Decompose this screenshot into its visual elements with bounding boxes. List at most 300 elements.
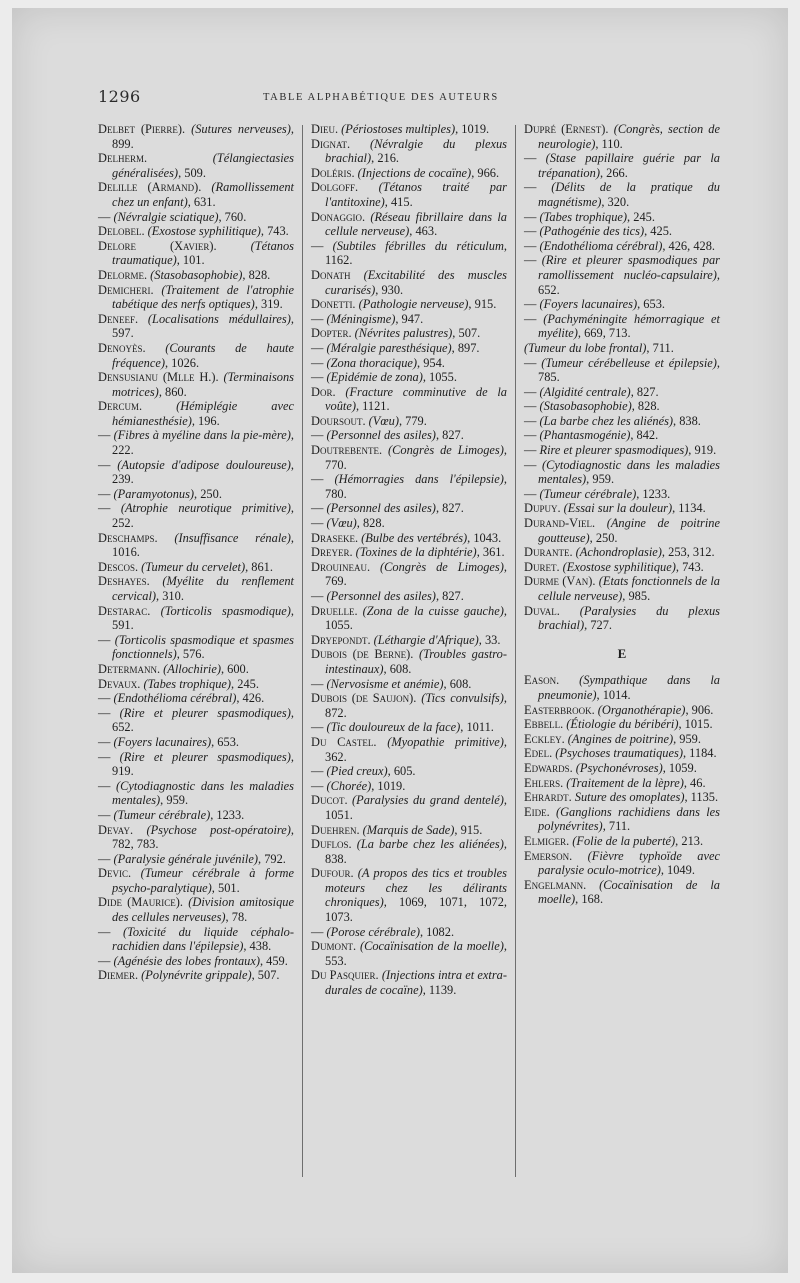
- author-name: Edel.: [524, 746, 553, 761]
- page-refs: , 1134.: [672, 501, 706, 516]
- author-name: Destarac.: [98, 603, 151, 618]
- index-entry: [98, 487, 294, 502]
- author-name: Doursout.: [311, 413, 366, 428]
- index-entry: [311, 239, 507, 268]
- author-name: —: [98, 734, 111, 749]
- page-refs: , 899.: [112, 122, 294, 151]
- author-name: Emerson.: [524, 848, 573, 863]
- author-name: —: [524, 355, 537, 370]
- page-refs: , 1082.: [419, 924, 455, 939]
- page-refs: , 1011.: [460, 720, 494, 735]
- author-name: Dupuy.: [524, 501, 561, 516]
- page-refs: , 507.: [452, 326, 481, 341]
- index-entry: [311, 531, 507, 546]
- author-name: —: [524, 224, 537, 239]
- page-refs: , 245.: [231, 676, 259, 691]
- page-refs: , 250.: [589, 530, 618, 545]
- author-name: —: [524, 311, 537, 326]
- author-name: Devaux.: [98, 676, 141, 691]
- index-entry: [524, 834, 720, 849]
- author-name: Duval.: [524, 603, 560, 618]
- page-refs: , 600.: [220, 661, 249, 676]
- work-title: (Zona thoracique): [326, 355, 418, 370]
- index-entry: [311, 735, 507, 764]
- author-name: Dopter.: [311, 326, 352, 341]
- work-title: (Torticolis spasmodique): [160, 603, 291, 618]
- page-refs: , 1135.: [684, 790, 719, 805]
- page-refs: , 828.: [631, 399, 660, 414]
- author-name: Dumont.: [311, 939, 357, 954]
- author-name: Eason.: [524, 673, 560, 688]
- author-name: —: [524, 413, 537, 428]
- index-entry: [98, 895, 294, 924]
- work-title: (Polynévrite grippale): [141, 968, 252, 983]
- index-entry: [524, 501, 720, 516]
- page-refs: , 1014.: [596, 687, 631, 702]
- work-title: (Tabes trophique): [143, 676, 232, 691]
- index-entry: [98, 706, 294, 735]
- author-name: —: [98, 209, 111, 224]
- page-refs: , 1233.: [210, 807, 245, 822]
- index-entry: [98, 823, 294, 852]
- index-entry: [524, 717, 720, 732]
- work-title: (Fracture comminutive de la voûte): [325, 384, 507, 414]
- page-refs: , 727.: [584, 618, 613, 633]
- author-name: Elmiger.: [524, 833, 570, 848]
- author-name: —: [311, 778, 324, 793]
- page-refs: , 780.: [325, 472, 507, 501]
- index-entry: [524, 545, 720, 560]
- work-title: (Ramollissement chez un enfant): [112, 180, 294, 209]
- page-refs: , 576.: [176, 647, 205, 662]
- page-refs: , 509.: [178, 165, 206, 180]
- author-name: Delore (Xavier).: [98, 238, 217, 253]
- page-refs: , 711.: [646, 340, 674, 355]
- index-entry: [311, 414, 507, 429]
- work-title: (Psychonévroses): [575, 760, 663, 775]
- page-refs: , 608.: [443, 676, 472, 691]
- index-entry: [524, 805, 720, 834]
- author-name: Doléris.: [311, 165, 355, 180]
- author-name: Dupré (Ernest).: [524, 122, 609, 136]
- page-refs: , 1049.: [660, 863, 695, 878]
- work-title: (Foyers lacunaires): [113, 734, 212, 749]
- index-entry: [311, 385, 507, 414]
- author-name: —: [524, 297, 537, 312]
- work-title: (Délits de la pratique du magnétisme): [538, 180, 720, 209]
- index-entry: [311, 341, 507, 356]
- author-name: —: [311, 428, 324, 443]
- index-entry: [98, 458, 294, 487]
- page-refs: , 711.: [602, 819, 631, 834]
- index-entry: [311, 122, 507, 137]
- page-refs: , 426.: [236, 691, 265, 706]
- author-name: Delbet (Pierre).: [98, 122, 186, 136]
- work-title: (Injections de cocaïne): [357, 165, 472, 180]
- index-entry: [311, 472, 507, 501]
- page-refs: , 838.: [325, 837, 507, 866]
- work-title: (Tumeur cérébrale): [539, 486, 637, 501]
- index-entry: [311, 516, 507, 531]
- page-refs: , 872.: [325, 691, 507, 720]
- work-title: (Cytodiagnostic dans les maladies mentales): [538, 457, 720, 487]
- author-name: Dor.: [311, 384, 336, 399]
- work-title: (Vœu): [326, 516, 357, 531]
- index-entry: [98, 224, 294, 239]
- page-refs: , 1059.: [662, 760, 697, 775]
- index-entry: [311, 356, 507, 371]
- page-refs: , 245.: [627, 209, 655, 224]
- author-name: Duflos.: [311, 837, 352, 852]
- author-name: Eide.: [524, 804, 550, 819]
- work-title: (Tics convulsifs): [421, 691, 504, 706]
- page-refs: , 827.: [435, 589, 464, 603]
- page-refs: , 239.: [112, 457, 294, 487]
- work-title: (Localisations médullaires): [147, 311, 291, 326]
- index-entry: [524, 761, 720, 776]
- work-title: (Tétanos traité par l'antitoxine): [325, 180, 507, 209]
- page-refs: , 779.: [398, 413, 427, 428]
- page-refs: , 196.: [191, 413, 220, 428]
- author-name: Durme (Van).: [524, 574, 596, 589]
- author-name: Du Castel.: [311, 734, 377, 749]
- work-title: (Myélite du renflement cervical): [112, 574, 294, 603]
- index-entry: [524, 210, 720, 225]
- page-refs: , 1026.: [164, 355, 200, 370]
- index-entry: [98, 968, 294, 983]
- author-name: Devay.: [98, 822, 134, 837]
- author-name: Dide (Maurice).: [98, 895, 184, 910]
- work-title: (Achondroplasie): [575, 545, 662, 560]
- index-entry: [98, 312, 294, 341]
- page-refs: , 743.: [675, 559, 704, 574]
- index-entry: [98, 954, 294, 969]
- author-name: —: [311, 501, 324, 516]
- work-title: (Tumeur du lobe frontal): [524, 340, 647, 355]
- author-name: —: [98, 501, 111, 516]
- page-refs: , 861.: [245, 559, 273, 574]
- work-title: Rire et pleurer spasmodiques): [539, 443, 689, 458]
- index-entry: [311, 166, 507, 181]
- author-name: Dignat.: [311, 136, 351, 151]
- work-title: (Toxines de la diphtérie): [355, 545, 477, 560]
- page-refs: , 1019.: [371, 778, 406, 793]
- index-entry: [98, 151, 294, 180]
- index-entry: [311, 560, 507, 589]
- page-refs: , 1019.: [455, 122, 490, 136]
- index-column-3: [524, 122, 720, 907]
- work-title: (Sympathique dans la pneumonie): [538, 673, 720, 702]
- index-entry: [311, 137, 507, 166]
- page-refs: , 501.: [211, 880, 240, 895]
- author-name: Ducot.: [311, 793, 348, 808]
- work-title: (Tumeur du cervelet): [141, 559, 246, 574]
- page-refs: , 897.: [451, 340, 480, 355]
- work-title: (Pied creux): [326, 764, 388, 779]
- author-name: Durante.: [524, 545, 573, 560]
- page-refs: , 919.: [112, 749, 294, 779]
- index-entry: [311, 545, 507, 560]
- author-name: Dubois (de Berne).: [311, 647, 414, 662]
- work-title: (Zona de la cuisse gauche): [362, 603, 504, 618]
- author-name: Determann.: [98, 661, 161, 676]
- author-name: —: [524, 428, 537, 443]
- work-title: (Pathogénie des tics): [539, 224, 645, 239]
- author-name: —: [98, 778, 111, 793]
- work-title: (Torticolis spasmodique et spasmes fonctionnels): [112, 632, 294, 662]
- work-title: (Marquis de Sade): [362, 822, 455, 837]
- work-title: (Courants de haute fréquence): [112, 340, 294, 370]
- index-entry: [98, 604, 294, 633]
- index-entry: [98, 779, 294, 808]
- author-name: —: [311, 340, 324, 355]
- index-entry: [98, 531, 294, 560]
- author-name: —: [311, 472, 324, 487]
- author-name: —: [98, 632, 111, 647]
- index-entry: [524, 849, 720, 878]
- work-title: (Paralysie générale juvénile): [113, 851, 259, 866]
- page-refs: , 425.: [644, 224, 672, 239]
- index-entry: [311, 925, 507, 940]
- section-letter: E: [617, 645, 627, 661]
- author-name: —: [524, 443, 537, 458]
- work-title: (Vœu): [368, 413, 399, 428]
- page-refs: , 915.: [468, 297, 497, 312]
- work-title: (Allochirie): [163, 661, 221, 676]
- author-name: Easterbrook.: [524, 702, 595, 717]
- work-title: (Phantasmogénie): [539, 428, 631, 443]
- author-name: —: [311, 676, 324, 691]
- index-entry: [311, 793, 507, 822]
- index-entry: [311, 370, 507, 385]
- work-title: (Traitement de la lèpre): [566, 775, 684, 790]
- work-title: (Télangiectasies généralisées): [112, 151, 294, 180]
- author-name: —: [311, 924, 324, 939]
- page-refs: , 605.: [387, 764, 416, 779]
- page-refs: , 985.: [622, 589, 651, 603]
- work-title: (Psychoses traumatiques): [555, 746, 683, 761]
- index-entry: [98, 560, 294, 575]
- page-refs: , 426, 428.: [662, 238, 716, 253]
- work-title: (Foyers lacunaires): [539, 297, 638, 312]
- author-name: Drouineau.: [311, 559, 371, 574]
- work-title: (Cocaïnisation de la moelle): [359, 939, 504, 954]
- index-entry: [98, 925, 294, 954]
- index-entry: [98, 180, 294, 209]
- page-refs: , 266.: [599, 165, 628, 180]
- page-refs: , 860.: [158, 384, 187, 399]
- author-name: —: [98, 807, 111, 822]
- index-entry: [524, 574, 720, 603]
- work-title: (Paramyotonus): [113, 486, 195, 501]
- index-entry: [311, 720, 507, 735]
- page-refs: , 213.: [675, 833, 704, 848]
- author-name: —: [524, 486, 537, 501]
- page-refs: , 906.: [685, 702, 714, 717]
- index-entry: [524, 239, 720, 254]
- column-rule: [515, 125, 516, 1177]
- index-entry: [524, 878, 720, 907]
- work-title: (Tétanos traumatique): [112, 238, 294, 268]
- page-refs: , 1043.: [467, 530, 502, 545]
- author-name: Deneef.: [98, 311, 139, 326]
- author-name: Delille (Armand).: [98, 180, 202, 195]
- page-refs: , 743.: [260, 224, 289, 239]
- page-refs: , 608.: [383, 661, 412, 676]
- index-entry: [311, 939, 507, 968]
- index-entry: [311, 428, 507, 443]
- work-title: (Congrès, section de neurologie): [538, 122, 720, 151]
- page-refs: , 253, 312.: [661, 545, 715, 560]
- work-title: (Stasobasophobie): [150, 267, 243, 282]
- page-refs: , 653.: [637, 297, 665, 312]
- work-title: (Névrites palustres): [354, 326, 453, 341]
- index-entry: [524, 673, 720, 702]
- work-title: (Congrès de Limoges): [388, 443, 504, 458]
- page-refs: , 838.: [673, 413, 701, 428]
- work-title: (Stasobasophobie): [539, 399, 632, 414]
- work-title: (Tabes trophique): [539, 209, 628, 224]
- page-refs: , 507.: [251, 968, 280, 983]
- page-refs: , 597.: [112, 311, 294, 341]
- page-refs: , 827.: [630, 384, 659, 399]
- work-title: (Hémorragies dans l'épilepsie): [334, 472, 504, 487]
- work-title: (Algidité centrale): [539, 384, 631, 399]
- index-entry: [524, 356, 720, 385]
- work-title: (Essai sur la douleur): [563, 501, 673, 516]
- author-name: —: [311, 516, 324, 531]
- author-name: —: [311, 355, 324, 370]
- index-entry: [311, 268, 507, 297]
- index-entry: [311, 968, 507, 997]
- index-entry: [311, 297, 507, 312]
- index-entry: [98, 633, 294, 662]
- index-entry: [524, 253, 720, 297]
- work-title: (Tumeur cérébrale): [113, 807, 211, 822]
- index-entry: [311, 691, 507, 720]
- page-refs: , 652.: [112, 705, 294, 735]
- author-name: Dubois (de Saujon).: [311, 691, 417, 706]
- author-name: —: [311, 370, 324, 385]
- page-refs: , 828.: [242, 267, 271, 282]
- work-title: (Tic douloureux de la face): [326, 720, 461, 735]
- page-refs: , 463.: [409, 224, 438, 239]
- work-title: (Étiologie du béribéri): [566, 717, 679, 732]
- index-entry: [524, 224, 720, 239]
- page-refs: , 769.: [325, 559, 507, 589]
- work-title: (Injections intra et extra-durales de cocaïne): [325, 968, 507, 998]
- page-refs: , 959.: [586, 472, 615, 487]
- author-name: Donath: [311, 267, 351, 282]
- author-name: Durand-Viel.: [524, 516, 596, 531]
- index-entry: [98, 341, 294, 370]
- work-title: (Exostose syphilitique): [147, 224, 261, 239]
- author-name: Demicheri.: [98, 282, 154, 297]
- work-title: (Névralgie du plexus brachial): [325, 136, 507, 166]
- author-name: Dieu.: [311, 122, 339, 136]
- work-title: (Réseau fibrillaire dans la cellule nerveuse): [325, 209, 507, 239]
- page-refs: , 1055.: [325, 603, 507, 633]
- author-name: Diemer.: [98, 968, 139, 983]
- work-title: (Méningisme): [326, 311, 396, 326]
- page-refs: , 770.: [325, 443, 507, 472]
- page-refs: , 591.: [112, 603, 294, 633]
- index-entry: [311, 633, 507, 648]
- work-title: (Stase papillaire guérie par la trépanation): [538, 151, 720, 180]
- index-entry: [98, 852, 294, 867]
- work-title: (Rire et pleurer spasmodiques): [119, 705, 291, 720]
- index-entry: [311, 823, 507, 838]
- index-entry: [524, 443, 720, 458]
- page-refs: , 842.: [630, 428, 659, 443]
- author-name: —: [98, 851, 111, 866]
- author-name: Ebbell.: [524, 717, 564, 732]
- index-entry: [98, 268, 294, 283]
- index-entry: [524, 776, 720, 791]
- work-title: (Autopsie d'adipose douloureuse): [117, 457, 291, 472]
- page-refs: , 1016.: [112, 530, 294, 560]
- page-refs: , 252.: [112, 501, 294, 531]
- author-name: Dryepondt.: [311, 632, 371, 647]
- page-refs: , 1139.: [422, 983, 457, 998]
- page-refs: , 919.: [688, 443, 717, 458]
- work-title: (Tumeur cérébrale à forme psycho-paralytique): [112, 866, 294, 895]
- index-entry: [311, 326, 507, 341]
- page-refs: , 319.: [254, 297, 283, 312]
- author-name: Donaggio.: [311, 209, 366, 224]
- index-entry: [524, 385, 720, 400]
- index-entry: [524, 604, 720, 633]
- page-refs: , 1051.: [325, 793, 507, 822]
- index-entry: [311, 647, 507, 676]
- author-name: Delherm.: [98, 151, 148, 166]
- page-refs: , 101.: [176, 253, 205, 268]
- page-refs: , 915.: [454, 822, 483, 837]
- author-name: Dreyer.: [311, 545, 353, 560]
- index-entry: [524, 341, 720, 356]
- index-entry: [98, 808, 294, 823]
- work-title: (Personnel des asiles): [326, 501, 436, 516]
- author-name: —: [311, 764, 324, 779]
- page-refs: , 110.: [595, 136, 623, 151]
- page-refs: , 1069, 1071, 1072, 1073.: [325, 895, 507, 925]
- page-refs: , 959.: [673, 731, 701, 746]
- author-name: Denoyès.: [98, 340, 146, 355]
- work-title: (Agénésie des lobes frontaux): [113, 953, 260, 968]
- work-title: (Toxicité du liquide céphalo-rachidien dans l'épilepsie): [112, 924, 294, 954]
- author-name: —: [98, 705, 111, 720]
- page-refs: , 653.: [211, 734, 239, 749]
- work-title: (Excitabilité des muscles curarisés): [325, 267, 507, 297]
- author-name: —: [98, 953, 111, 968]
- index-entry: [98, 750, 294, 779]
- index-entry: [98, 239, 294, 268]
- page-refs: , 33.: [478, 632, 501, 647]
- page-refs: , 1184.: [682, 746, 717, 761]
- author-name: Deshayes.: [98, 574, 150, 589]
- work-title: (Division amitosique des cellules nerveuses): [112, 895, 294, 925]
- index-entry: [98, 735, 294, 750]
- author-name: —: [524, 253, 537, 268]
- author-name: —: [524, 399, 537, 414]
- author-name: Ehlers.: [524, 775, 564, 790]
- index-entry: [524, 414, 720, 429]
- author-name: —: [98, 428, 111, 443]
- page-refs: , 652.: [538, 267, 720, 297]
- work-title: (Troubles gastro-intestinaux): [325, 647, 507, 676]
- author-name: —: [98, 749, 111, 764]
- index-entry: [311, 443, 507, 472]
